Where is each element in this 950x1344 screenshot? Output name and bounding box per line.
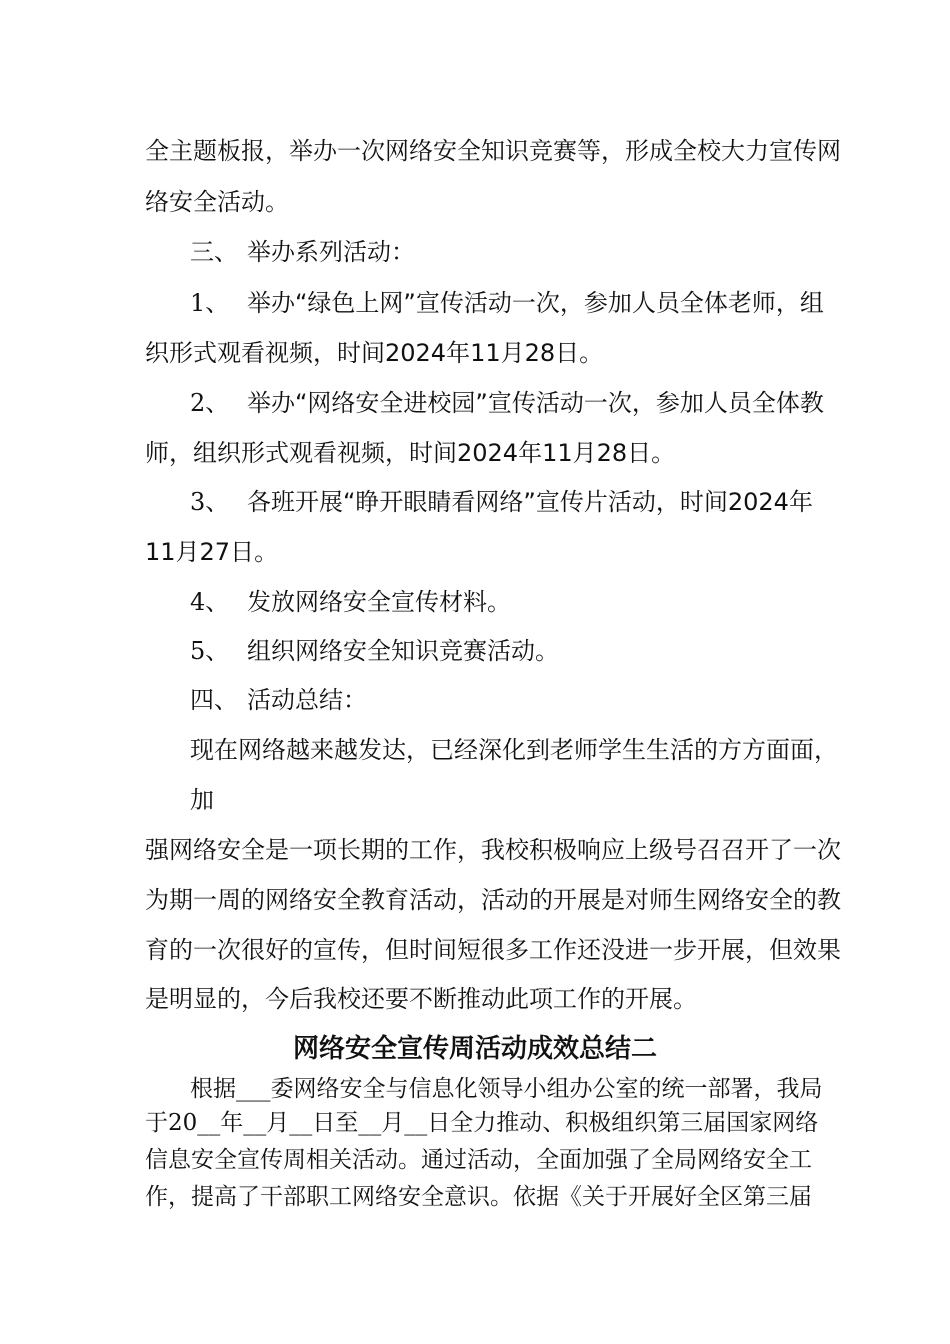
- section-heading-text: 活动总结：: [247, 686, 367, 714]
- paragraph-line: 育的一次很好的宣传，但时间短很多工作还没进一步开展，但效果: [145, 936, 841, 964]
- list-item-text: 举办“绿色上网”宣传活动一次，参加人员全体老师，组: [247, 289, 824, 317]
- list-item-number: 1、: [190, 289, 230, 317]
- section-heading: [190, 236, 415, 268]
- list-item-continuation: 师，组织形式观看视频，时间2024年11月28日。: [145, 439, 676, 467]
- list-item: [190, 287, 824, 319]
- list-item: [190, 635, 559, 667]
- paragraph-line: 加: [190, 786, 214, 814]
- list-item: [190, 387, 824, 419]
- list-item-number: 3、: [190, 488, 230, 516]
- list-item-text: 各班开展“睁开眼睛看网络”宣传片活动，时间2024年: [247, 488, 813, 516]
- list-item-number: 2、: [190, 389, 230, 417]
- paragraph-line: 全主题板报，举办一次网络安全知识竞赛等，形成全校大力宣传网: [145, 137, 841, 165]
- list-item-text: 组织网络安全知识竞赛活动。: [247, 637, 559, 665]
- section-heading-text: 举办系列活动：: [247, 238, 415, 266]
- paragraph-line: 为期一周的网络安全教育活动，活动的开展是对师生网络安全的教: [145, 886, 841, 914]
- paragraph-line: 现在网络越来越发达，已经深化到老师学生生活的方方面面，: [190, 736, 838, 764]
- section-number: 三、: [190, 238, 238, 266]
- list-item: [190, 586, 511, 618]
- list-item-continuation: 11月27日。: [145, 538, 279, 566]
- paragraph-line: 于20__年__月__日至__月__日全力推动、积极组织第三届国家网络: [145, 1110, 819, 1136]
- list-item-number: 5、: [190, 637, 230, 665]
- list-item: [190, 486, 813, 518]
- list-item-continuation: 织形式观看视频，时间2024年11月28日。: [145, 339, 604, 367]
- list-item-number: 4、: [190, 588, 230, 616]
- list-item-text: 发放网络安全宣传材料。: [247, 588, 511, 616]
- paragraph-line: 信息安全宣传周相关活动。通过活动，全面加强了全局网络安全工: [145, 1147, 812, 1173]
- paragraph-line: 根据___委网络安全与信息化领导小组办公室的统一部署，我局: [190, 1076, 823, 1102]
- paragraph-line: 络安全活动。: [145, 188, 289, 216]
- paragraph-line: 强网络安全是一项长期的工作，我校积极响应上级号召召开了一次: [145, 836, 841, 864]
- document-section-title: 网络安全宣传周活动成效总结二: [292, 1034, 657, 1064]
- paragraph-line: 是明显的，今后我校还要不断推动此项工作的开展。: [145, 985, 697, 1013]
- section-heading: [190, 684, 367, 716]
- paragraph-line: 作，提高了干部职工网络安全意识。依据《关于开展好全区第三届: [145, 1184, 812, 1210]
- section-number: 四、: [190, 686, 238, 714]
- list-item-text: 举办“网络安全进校园”宣传活动一次，参加人员全体教: [247, 389, 824, 417]
